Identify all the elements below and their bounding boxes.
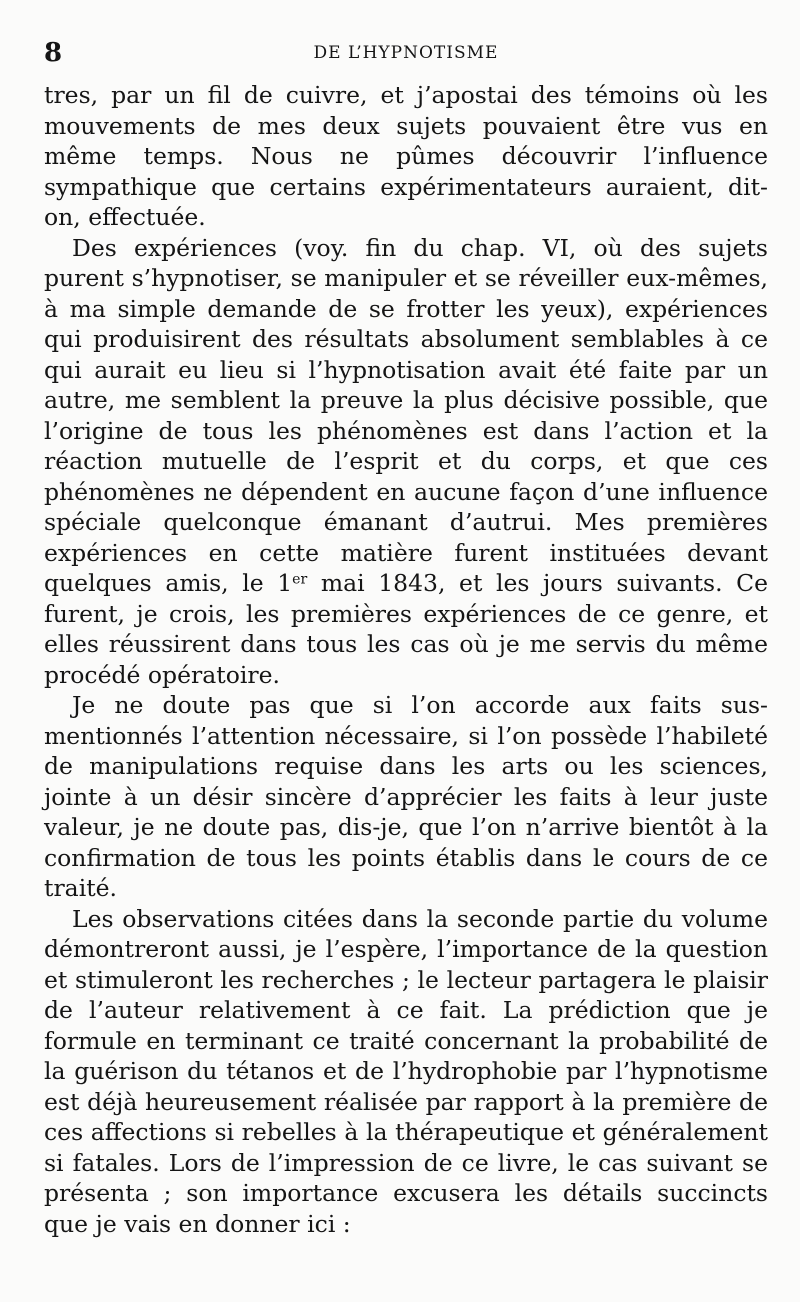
paragraph-1: tres, par un fil de cuivre, et j’apostai des témoins où les mouvements de mes deux sujets pouvaient être vus en même temps. Nous ne pûmes découvrir l’influence sympathique que certains expérimentateurs auraient, dit-on, effectuée. <box>44 81 768 231</box>
paragraph-4: Les observations citées dans la seconde partie du volume démontreront aussi, je l’espère, l’importance de la question et stimuleront les recherches ; le lecteur partagera le plaisir de l’auteur relativement à ce fait. La prédiction que je formule en terminant ce traité concernant la probabilité de la guérison du tétanos et de l’hydrophobie par l’hypnotisme est déjà heureusement réalisée par rapport à la première de ces affections si rebelles à la thérapeutique et généralement si fatales. Lors de l’impression de ce livre, le cas suivant se présenta ; son importance excusera les détails succincts que je vais en donner ici : <box>44 904 768 1238</box>
running-title: DE L’HYPNOTISME <box>313 43 499 63</box>
paragraph-2 <box>44 233 768 691</box>
ordinal-superscript: er <box>292 571 308 588</box>
paragraph-2-text-before: Des expériences (voy. fin du chap. VI, où des sujets purent s’hypnotiser, se manipuler et se réveiller eux-mêmes, à ma simple demande de se frotter les yeux), expériences qui produisirent des résultats absolument semblables à ce qui aurait eu lieu si l’hypnotisation avait été faite par un autre, me semblent la preuve la plus décisive possible, que l’origine de tous les phénomènes est dans l’action et la réaction mutuelle de l’esprit et du corps, et que ces phénomènes ne dépendent en aucune façon d’une influence spéciale quelconque émanant d’autrui. Mes premières expériences en cette matière furent instituées devant quelques amis, le 1 <box>44 233 768 597</box>
page-header <box>44 36 768 70</box>
body-text <box>44 80 768 1239</box>
paragraph-3: Je ne doute pas que si l’on accorde aux faits sus-mentionnés l’attention nécessaire, si l’on possède l’habileté de manipulations requise dans les arts ou les sciences, jointe à un désir sincère d’apprécier les faits à leur juste valeur, je ne doute pas, dis-je, que l’on n’arrive bientôt à la confirmation de tous les points établis dans le cours de ce traité. <box>44 691 768 902</box>
page-number: 8 <box>44 38 63 68</box>
paragraph-2-text-after: mai 1843, et les jours suivants. Ce furent, je crois, les premières expériences de ce genre, et elles réussirent dans tous les cas où je me servis du même procédé opératoire. <box>44 569 768 689</box>
